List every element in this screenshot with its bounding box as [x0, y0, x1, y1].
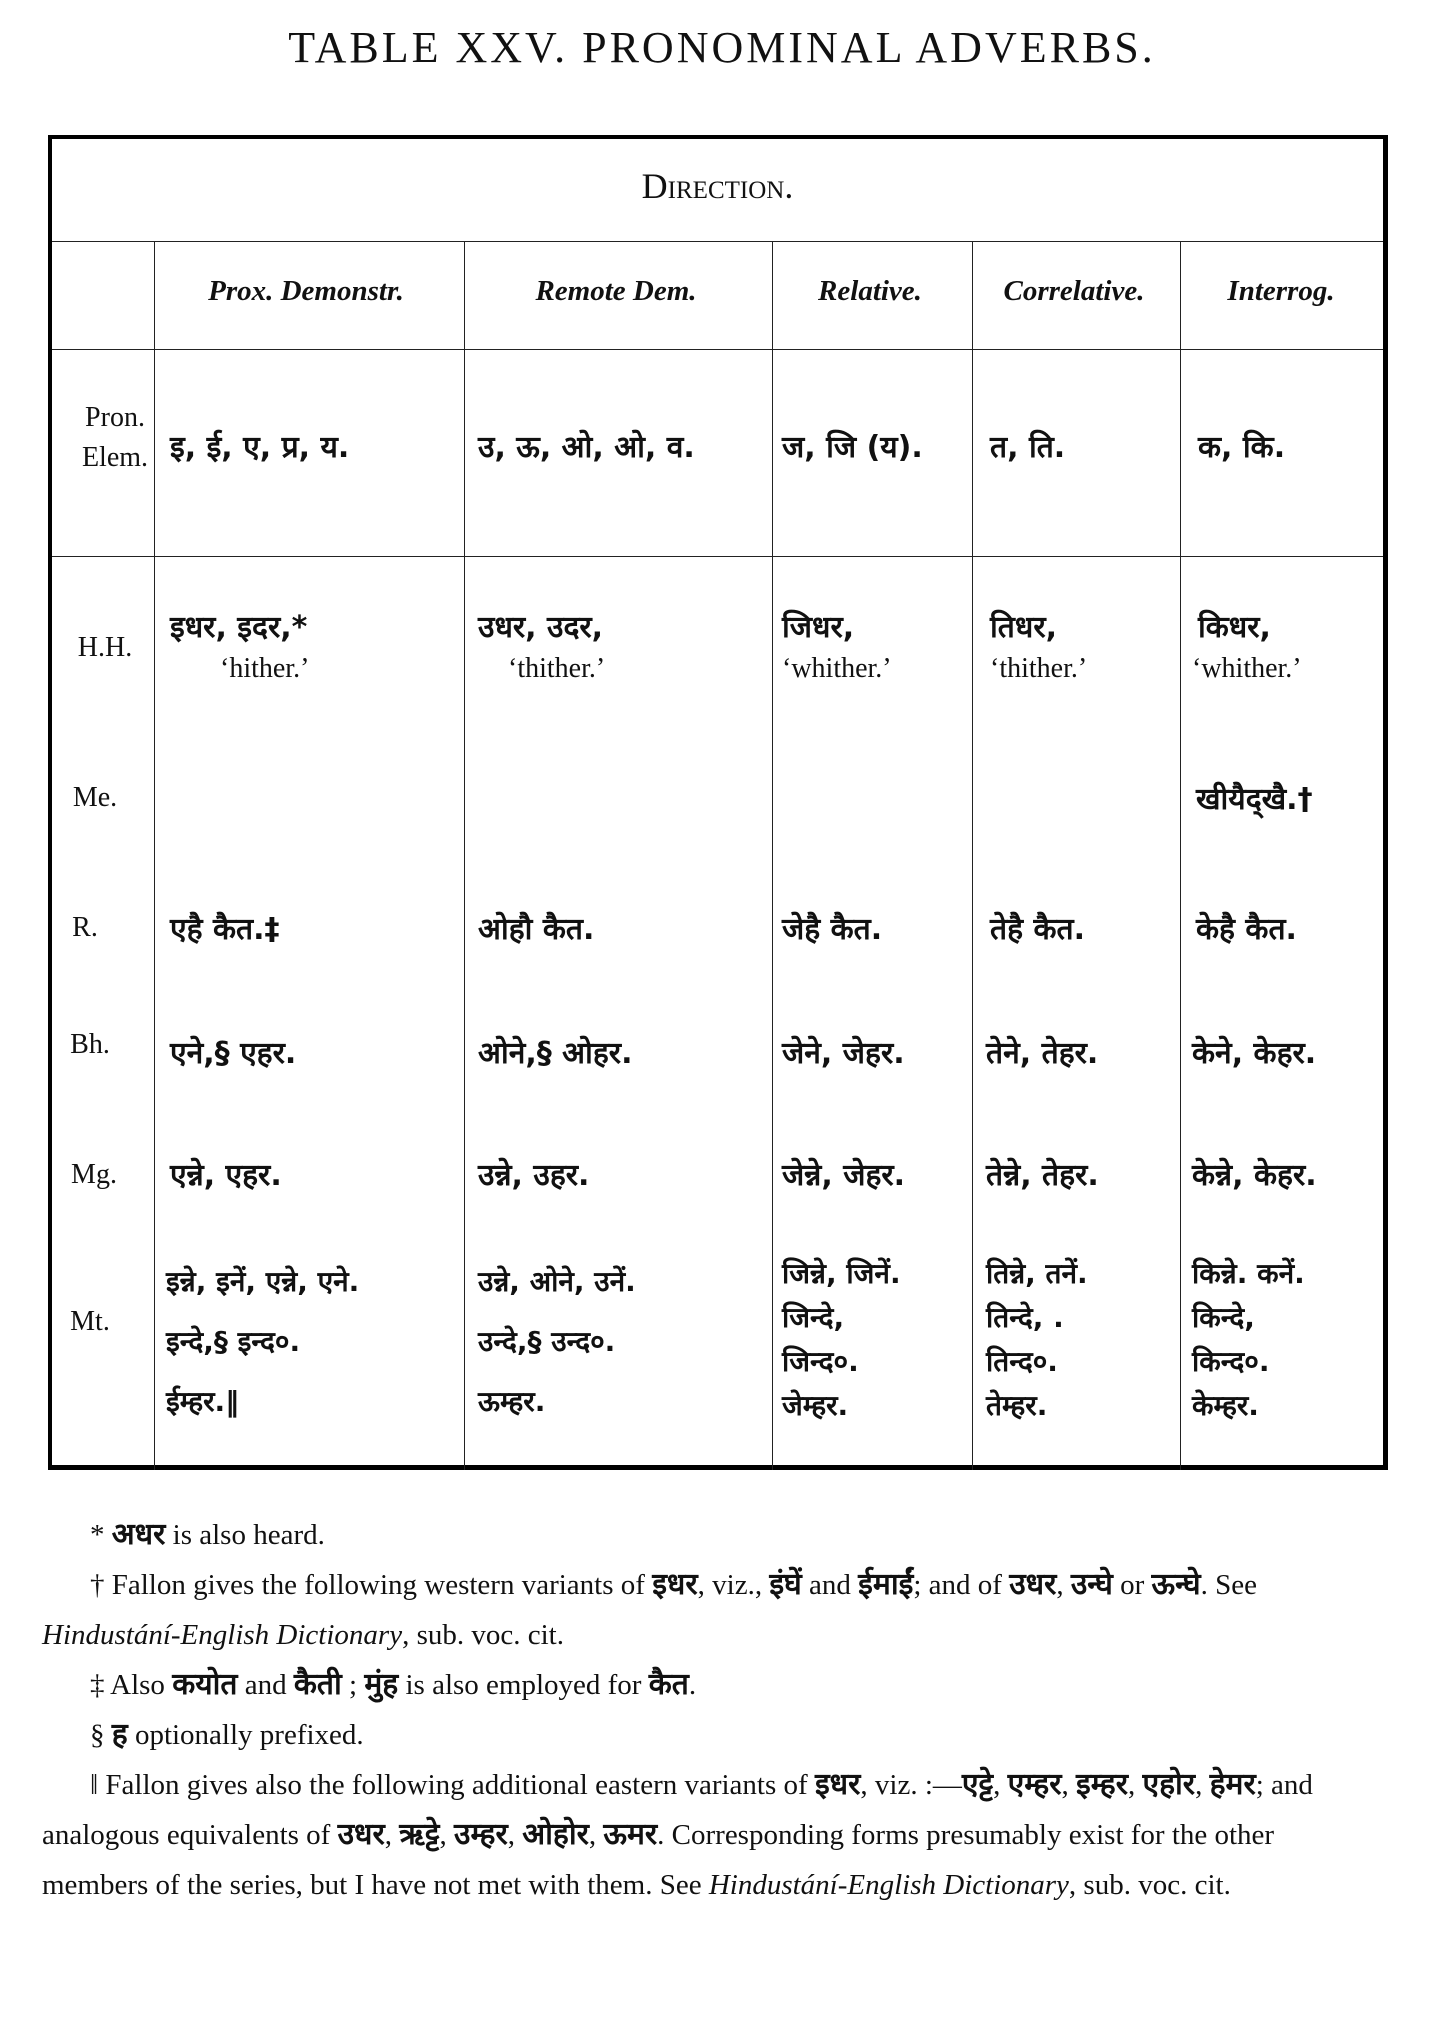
footnote-run: §	[90, 1719, 112, 1751]
cell-hh-remote	[478, 604, 605, 686]
footnote-run: ; and analogous equivalents of	[42, 1769, 1313, 1851]
footnote-run: . Corresponding forms presumably exist for the other members of the series, but I have not met with them. See	[42, 1819, 1275, 1901]
cell-pron-interrog: क, कि.	[1198, 430, 1286, 465]
footnote-run: एम्हर	[1007, 1767, 1062, 1802]
footnotes	[42, 1510, 1382, 1910]
footnote-run: कैत	[648, 1667, 689, 1702]
col-header-prox: Prox. Demonstr.	[208, 275, 404, 307]
col-header-remote: Remote Dem.	[535, 275, 697, 307]
footnote-run: एट्टे	[961, 1767, 994, 1802]
footnote-run: ऊमर	[603, 1817, 658, 1852]
cell-hh-prox-form: इधर, इदर,*	[170, 610, 308, 645]
footnote-run: ओहोर	[522, 1817, 589, 1852]
col-rule-5	[1180, 241, 1181, 1470]
row-label-hh: H.H.	[77, 632, 133, 663]
footnote-run: ऊन्घे	[1151, 1567, 1201, 1602]
cell-hh-prox-gloss: ‘hither.’	[220, 653, 310, 684]
footnote-run: हेमर	[1209, 1767, 1256, 1802]
cell-pron-remote: उ, ऊ, ओ, ओ, व.	[478, 430, 695, 465]
footnote-run: ; and of	[913, 1569, 1010, 1601]
page-title: TABLE XXV. PRONOMINAL ADVERBS.	[288, 23, 1156, 72]
rule-under-pron	[52, 556, 1383, 557]
footnote-run: एहोर	[1142, 1767, 1196, 1802]
footnote-run: Hindustání-English Dictionary	[42, 1619, 403, 1651]
cell-hh-correlative	[990, 604, 1087, 686]
cell-bh-prox: एने,§ एहर.	[170, 1036, 297, 1071]
cell-pron-prox: इ, ई, ए, प्र, य.	[170, 430, 350, 465]
footnote-run: .	[688, 1669, 697, 1701]
footnote-run: † Fallon gives the following western variants of	[90, 1569, 653, 1601]
footnote-run: and	[801, 1569, 859, 1601]
footnote-run: ,	[1195, 1769, 1210, 1801]
cell-r-interrog: केहै कैत.	[1196, 912, 1297, 947]
col-header-correlative: Correlative.	[1003, 275, 1145, 307]
cell-hh-interrog-gloss: ‘whither.’	[1192, 653, 1302, 684]
cell-mt-prox: इन्ने, इनें, एन्ने, एने. इन्दे,§ इन्द०. ईम्हर.‖	[166, 1265, 360, 1418]
footnote-run: उम्हर	[454, 1817, 508, 1852]
footnote-run: , viz. :—	[860, 1769, 962, 1801]
footnote-run: *	[90, 1519, 112, 1551]
footnote-run: ;	[341, 1669, 365, 1701]
footnote-run: and	[237, 1669, 294, 1701]
rule-under-caption	[52, 241, 1383, 242]
footnote-run: इधर	[814, 1767, 861, 1802]
cell-mt-interrog: किन्ने. कनें. किन्दे, किन्द०. केम्हर.	[1192, 1257, 1305, 1422]
footnote-run: or	[1112, 1569, 1152, 1601]
footnote-run: ईमाईं	[858, 1567, 914, 1602]
footnote-run: मुंह	[364, 1667, 399, 1702]
footnote-run: optionally prefixed.	[127, 1719, 364, 1751]
cell-hh-relative-gloss: ‘whither.’	[782, 653, 892, 684]
footnote-run: , sub. voc. cit.	[402, 1619, 564, 1651]
row-label-mg: Mg.	[71, 1159, 117, 1190]
cell-mg-correlative: तेन्ने, तेहर.	[986, 1158, 1099, 1193]
cell-bh-remote: ओने,§ ओहर.	[478, 1036, 633, 1071]
footnote-run: अधर	[111, 1517, 166, 1552]
cell-mt-remote: उन्ने, ओने, उनें. उन्दे,§ उन्द०. ऊम्हर.	[478, 1265, 636, 1418]
cell-hh-relative	[782, 604, 892, 686]
cell-pron-relative: ज, जि (य).	[782, 430, 923, 465]
footnote-run: is also heard.	[165, 1519, 325, 1551]
footnote-run: ह	[111, 1717, 128, 1752]
footnote-run: ऋट्टे	[399, 1817, 440, 1852]
row-label-mt: Mt.	[70, 1306, 110, 1337]
cell-r-correlative: तेहै कैत.	[990, 912, 1086, 947]
col-header-relative: Relative.	[818, 275, 922, 307]
row-label-me: Me.	[72, 782, 118, 813]
footnote-run: ,	[588, 1819, 604, 1851]
cell-hh-interrog-form: किधर,	[1198, 610, 1271, 645]
footnote-run: ‡ Also	[90, 1669, 173, 1701]
col-header-interrog: Interrog.	[1227, 275, 1335, 307]
col-rule-4	[972, 241, 973, 1470]
footnote-run: is also employed for	[398, 1669, 649, 1701]
cell-hh-remote-gloss: ‘thither.’	[508, 653, 606, 684]
cell-hh-correlative-form: तिधर,	[990, 610, 1057, 645]
cell-mt-correlative: तिन्ने, तनें. तिन्दे, . तिन्द०. तेम्हर.	[986, 1257, 1088, 1422]
cell-me-interrog: खीयैद्खै.†	[1196, 782, 1313, 817]
footnote-run: , viz.,	[697, 1569, 770, 1601]
cell-r-remote: ओहौ कैत.	[478, 912, 595, 947]
footnote-dagger	[42, 1560, 1382, 1660]
footnote-run: कैती	[293, 1667, 342, 1702]
footnote-section	[42, 1710, 1382, 1760]
cell-r-relative: जेहै कैत.	[782, 912, 883, 947]
cell-hh-prox	[170, 604, 309, 686]
cell-hh-relative-form: जिधर,	[782, 610, 855, 645]
cell-hh-correlative-gloss: ‘thither.’	[990, 653, 1088, 684]
footnote-run: ,	[1128, 1769, 1143, 1801]
footnote-run: ,	[439, 1819, 455, 1851]
rule-under-header	[52, 349, 1383, 350]
cell-bh-correlative: तेने, तेहर.	[986, 1036, 1099, 1071]
cell-bh-interrog: केने, केहर.	[1192, 1036, 1317, 1071]
cell-hh-remote-form: उधर, उदर,	[478, 610, 604, 645]
footnote-run: उधर	[337, 1817, 385, 1852]
footnote-run: . See	[1200, 1569, 1257, 1601]
footnote-run: इधर	[652, 1567, 698, 1602]
footnote-run: उधर	[1009, 1567, 1057, 1602]
col-rule-3	[772, 241, 773, 1470]
cell-bh-relative: जेने, जेहर.	[782, 1036, 905, 1071]
footnote-run: Hindustání-English Dictionary	[708, 1869, 1069, 1901]
row-label-bh: Bh.	[70, 1029, 110, 1060]
footnote-run: उन्घे	[1070, 1567, 1113, 1602]
footnote-run: , sub. voc. cit.	[1068, 1869, 1231, 1901]
cell-mg-interrog: केन्ने, केहर.	[1192, 1158, 1317, 1193]
row-label-r: R.	[72, 912, 98, 943]
cell-r-prox: एहै कैत.‡	[170, 912, 280, 947]
footnote-run: ‖ Fallon gives also the following additional eastern variants of	[90, 1769, 815, 1801]
footnote-run: इंघें	[769, 1567, 802, 1602]
footnote-run: इम्हर	[1076, 1767, 1129, 1802]
footnote-asterisk	[42, 1510, 1382, 1560]
footnote-parallel	[42, 1760, 1382, 1910]
footnote-double-dagger	[42, 1660, 1382, 1710]
footnote-run: ,	[384, 1819, 400, 1851]
footnote-run: ,	[507, 1819, 523, 1851]
table-caption: Direction.	[641, 166, 794, 206]
footnote-run: ,	[1056, 1569, 1071, 1601]
col-rule-2	[464, 241, 465, 1470]
row-label-pron: Pron. Elem.	[81, 402, 149, 473]
cell-mg-prox: एन्ने, एहर.	[170, 1158, 282, 1193]
footnote-run: कयोत	[172, 1667, 238, 1702]
cell-mg-remote: उन्ने, उहर.	[478, 1158, 590, 1193]
footnote-run: ,	[1061, 1769, 1077, 1801]
cell-mt-relative: जिन्ने, जिनें. जिन्दे, जिन्द०. जेम्हर.	[782, 1257, 901, 1422]
footnote-run: ,	[993, 1769, 1008, 1801]
cell-pron-correlative: त, ति.	[990, 430, 1066, 465]
cell-mg-relative: जेन्ने, जेहर.	[782, 1158, 906, 1193]
cell-hh-interrog	[1192, 604, 1302, 686]
